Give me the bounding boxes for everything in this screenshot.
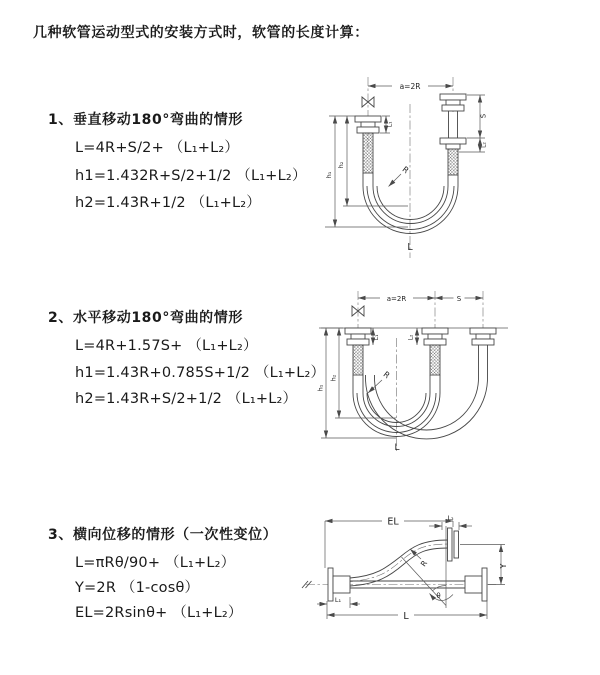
dim-label-l1: L₁ bbox=[386, 121, 394, 128]
formula-line: h1=1.432R+S/2+1/2 （L₁+L₂） bbox=[75, 168, 307, 184]
formula-line: h2=1.43R+S/2+1/2 （L₁+L₂） bbox=[75, 391, 298, 407]
formula-line: L=4R+S/2+ （L₁+L₂） bbox=[75, 140, 240, 156]
formula-line: Y=2R （1-cosθ） bbox=[75, 580, 200, 596]
dim-label-a2r: a=2R bbox=[386, 294, 407, 303]
dim-label-h2: h₂ bbox=[329, 374, 338, 382]
dim-label-l: L bbox=[403, 611, 409, 622]
dim-label-h2: h₂ bbox=[337, 161, 345, 169]
dim-label-l: L bbox=[394, 443, 400, 453]
dim-label-s: S bbox=[456, 294, 462, 303]
dim-label-r: R bbox=[400, 164, 411, 176]
hose-assembly bbox=[302, 528, 487, 601]
dim-label-l: L bbox=[407, 242, 413, 253]
braided-hose-section bbox=[430, 345, 440, 375]
formula-line: L=πRθ/90+ （L₁+L₂） bbox=[75, 555, 236, 571]
formula-line: h1=1.43R+0.785S+1/2 （L₁+L₂） bbox=[75, 365, 326, 381]
dim-label-s: S bbox=[479, 113, 488, 119]
diagram-lateral-displacement bbox=[298, 500, 598, 645]
dim-label-h1: h₁ bbox=[316, 384, 325, 392]
dim-label-theta: θ bbox=[436, 592, 441, 600]
page-title: 几种软管运动型式的安装方式时，软管的长度计算： bbox=[33, 25, 369, 41]
formula-line: EL=2Rsinθ+ （L₁+L₂） bbox=[75, 605, 243, 621]
braided-hose-section bbox=[363, 133, 373, 173]
hose-assembly bbox=[355, 94, 466, 234]
hose-assembly bbox=[316, 328, 508, 439]
dim-label-el: EL bbox=[387, 516, 399, 528]
section-1-heading: 1、垂直移动180°弯曲的情形 bbox=[48, 112, 243, 128]
section-3-heading: 3、横向位移的情形（一次性变位） bbox=[48, 527, 278, 543]
dim-label-y: Y bbox=[499, 563, 508, 569]
diagram-vertical-180-bend bbox=[313, 68, 583, 263]
diagram-horizontal-180-bend bbox=[313, 283, 593, 458]
braided-hose-section bbox=[353, 345, 363, 375]
formula-line: h2=1.43R+1/2 （L₁+L₂） bbox=[75, 195, 261, 211]
dimensions bbox=[317, 514, 508, 622]
dim-label-l2: L₂ bbox=[480, 142, 488, 148]
section-2-heading: 2、水平移动180°弯曲的情形 bbox=[48, 310, 243, 326]
dim-label-r: R bbox=[418, 558, 430, 569]
dim-label-h1: h₁ bbox=[325, 171, 333, 179]
dim-label-l2: L₂ bbox=[447, 514, 454, 522]
centerlines bbox=[358, 291, 483, 453]
dim-label-l2: L₂ bbox=[407, 334, 415, 341]
dim-label-r: R bbox=[381, 369, 392, 381]
formula-line: L=4R+1.57S+ （L₁+L₂） bbox=[75, 338, 258, 354]
dimensions bbox=[317, 294, 484, 453]
dim-label-l1: L₁ bbox=[373, 334, 380, 341]
dim-label-l1: L₁ bbox=[334, 596, 342, 604]
braided-hose-section bbox=[448, 149, 458, 175]
dim-label-a2r: a=2R bbox=[399, 82, 421, 91]
